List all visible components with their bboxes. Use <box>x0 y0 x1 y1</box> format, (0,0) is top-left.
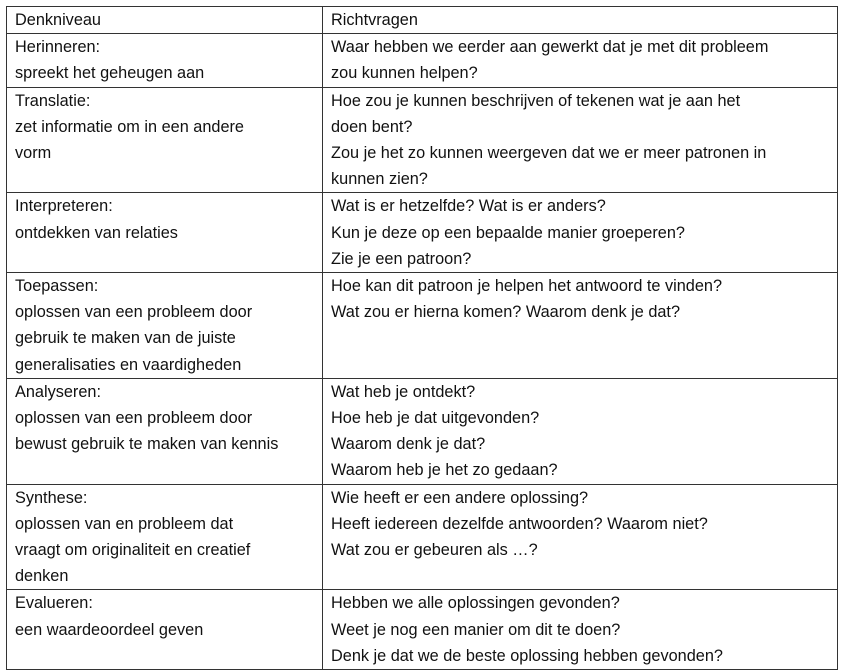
table-row <box>7 484 838 590</box>
denkniveau-cell <box>7 484 323 590</box>
level-description: vorm <box>15 144 52 163</box>
table-row <box>7 273 838 379</box>
guiding-question: Hoe heb je dat uitgevonden? <box>331 409 540 428</box>
guiding-question: Waarom heb je het zo gedaan? <box>331 461 558 480</box>
guiding-question: Hoe kan dit patroon je helpen het antwoord te vinden? <box>331 277 723 296</box>
level-description: gebruik te maken van de juiste <box>15 329 236 348</box>
guiding-question: Heeft iedereen dezelfde antwoorden? Waarom niet? <box>331 514 708 533</box>
level-name: Synthese: <box>15 488 88 507</box>
level-description: oplossen van en probleem dat <box>15 514 234 533</box>
header-richtvragen: Richtvragen <box>323 7 838 34</box>
guiding-question: Hebben we alle oplossingen gevonden? <box>331 594 620 613</box>
richtvragen-cell <box>323 87 838 193</box>
denkniveau-cell <box>7 378 323 484</box>
guiding-question: Hoe zou je kunnen beschrijven of tekenen wat je aan het <box>331 91 741 110</box>
richtvragen-cell <box>323 590 838 670</box>
guiding-question: Waar hebben we eerder aan gewerkt dat je met dit probleem <box>331 38 769 57</box>
table-header-row <box>7 7 838 34</box>
level-description: zet informatie om in een andere <box>15 117 244 136</box>
table-row <box>7 193 838 273</box>
denkniveau-cell <box>7 193 323 273</box>
level-name: Evalueren: <box>15 594 93 613</box>
level-name: Toepassen: <box>15 277 99 296</box>
guiding-question: zou kunnen helpen? <box>331 64 478 83</box>
guiding-question: Zie je een patroon? <box>331 249 472 268</box>
level-description: ontdekken van relaties <box>15 223 178 242</box>
level-name: Interpreteren: <box>15 197 113 216</box>
guiding-question: Weet je nog een manier om dit te doen? <box>331 620 621 639</box>
level-description: oplossen van een probleem door <box>15 409 253 428</box>
level-description: spreekt het geheugen aan <box>15 64 205 83</box>
guiding-question: kunnen zien? <box>331 170 428 189</box>
thinking-levels-table <box>6 6 838 670</box>
guiding-question: Wat zou er hierna komen? Waarom denk je dat? <box>331 303 681 322</box>
guiding-question: Denk je dat we de beste oplossing hebben gevonden? <box>331 646 723 665</box>
guiding-question: Wie heeft er een andere oplossing? <box>331 488 589 507</box>
denkniveau-cell <box>7 590 323 670</box>
denkniveau-cell <box>7 273 323 379</box>
table-row <box>7 87 838 193</box>
level-description: bewust gebruik te maken van kennis <box>15 435 279 454</box>
header-denkniveau: Denkniveau <box>7 7 323 34</box>
guiding-question: Zou je het zo kunnen weergeven dat we er meer patronen in <box>331 144 767 163</box>
guiding-question: Wat zou er gebeuren als …? <box>331 541 538 560</box>
level-description: denken <box>15 567 69 586</box>
table-row <box>7 34 838 87</box>
richtvragen-cell <box>323 193 838 273</box>
denkniveau-cell <box>7 34 323 87</box>
guiding-question: Kun je deze op een bepaalde manier groeperen? <box>331 223 685 242</box>
level-name: Analyseren: <box>15 382 101 401</box>
guiding-question: Wat heb je ontdekt? <box>331 382 476 401</box>
richtvragen-cell <box>323 378 838 484</box>
guiding-question: Waarom denk je dat? <box>331 435 486 454</box>
richtvragen-cell <box>323 273 838 379</box>
guiding-question: Wat is er hetzelfde? Wat is er anders? <box>331 197 606 216</box>
level-name: Translatie: <box>15 91 91 110</box>
richtvragen-cell <box>323 484 838 590</box>
guiding-question: doen bent? <box>331 117 413 136</box>
level-description: oplossen van een probleem door <box>15 303 253 322</box>
denkniveau-cell <box>7 87 323 193</box>
level-description: een waardeoordeel geven <box>15 620 204 639</box>
table-row <box>7 378 838 484</box>
level-name: Herinneren: <box>15 38 101 57</box>
level-description: generalisaties en vaardigheden <box>15 355 242 374</box>
table-row <box>7 590 838 670</box>
richtvragen-cell <box>323 34 838 87</box>
level-description: vraagt om originaliteit en creatief <box>15 541 251 560</box>
